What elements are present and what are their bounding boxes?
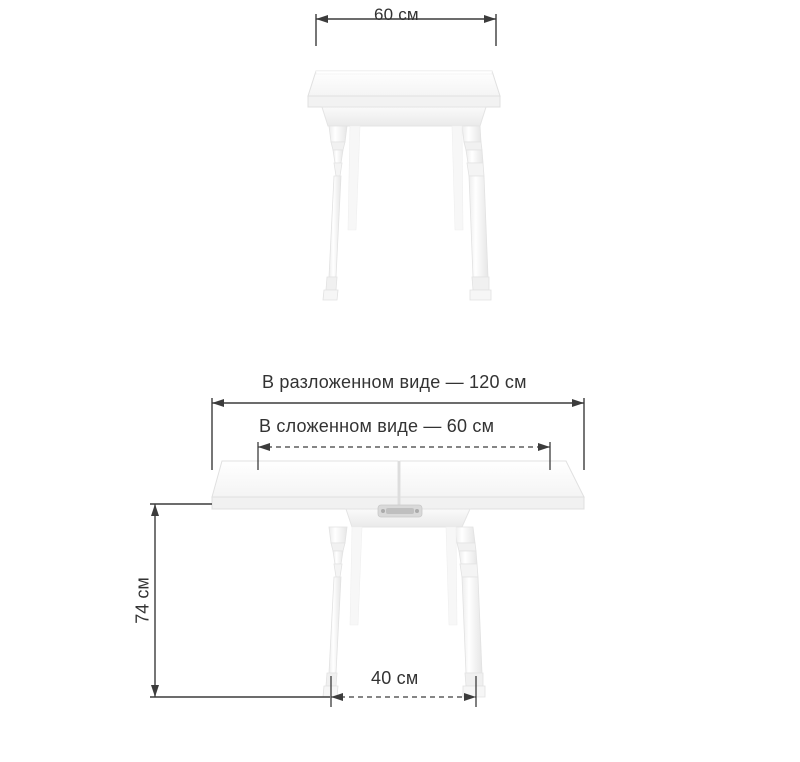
table-illustration-folded xyxy=(308,71,500,300)
label-height: 74 см xyxy=(132,577,153,624)
label-width-unfolded: В разложенном виде — 120 см xyxy=(255,372,534,393)
dimension-height xyxy=(150,504,330,697)
hinge-detail xyxy=(378,505,422,517)
label-width-folded: 60 см xyxy=(374,5,419,24)
label-width-folded-2: В сложенном виде — 60 см xyxy=(252,416,501,437)
table-illustration-unfolded xyxy=(212,461,584,697)
label-depth: 40 см xyxy=(371,668,419,688)
